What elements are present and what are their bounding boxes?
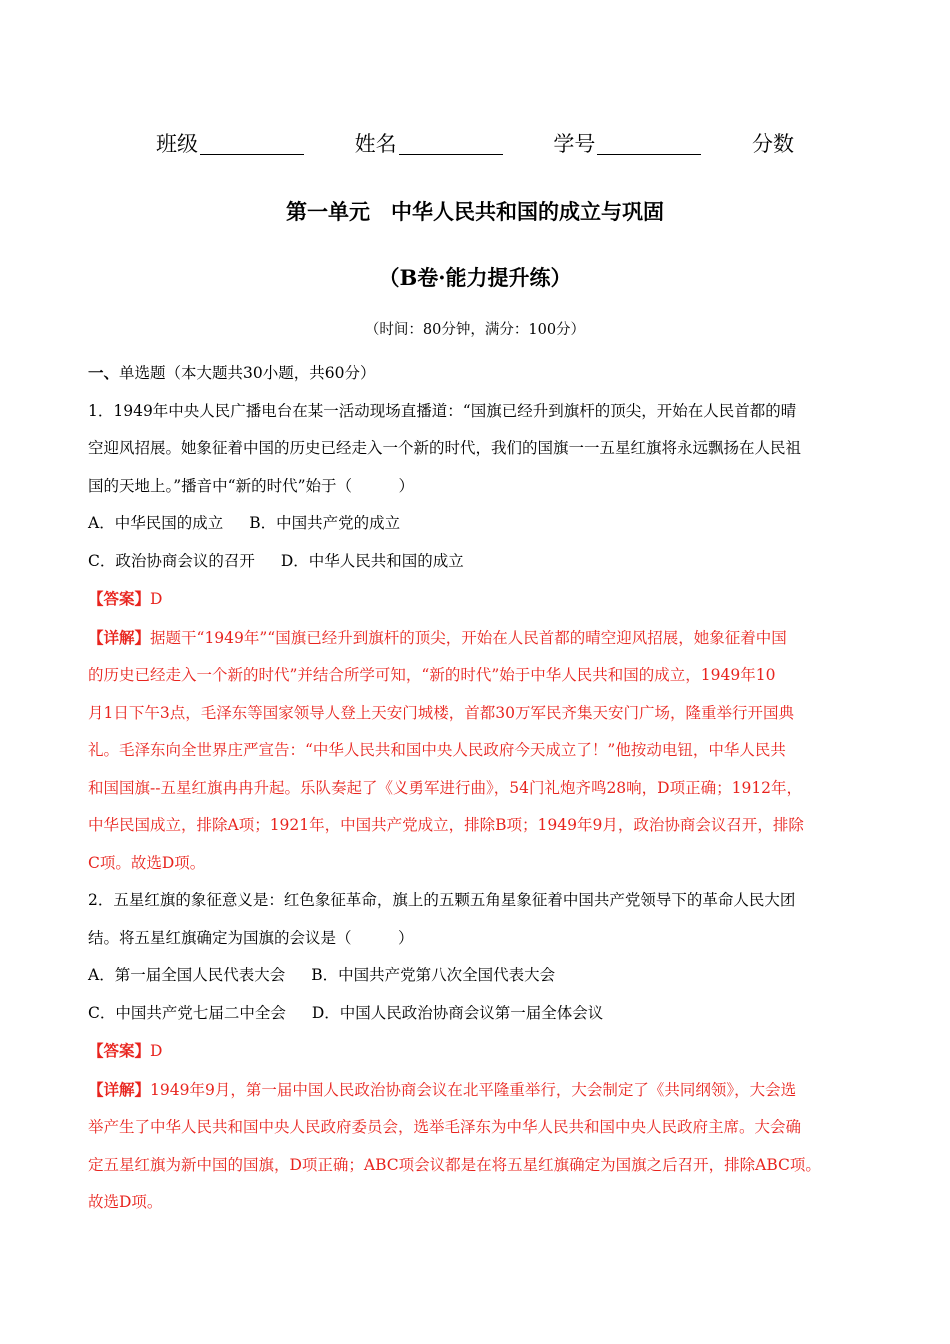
question-stem-line: 空迎风招展。她象征着中国的历史已经走入一个新的时代，我们的国旗一一五星红旗将永远飘扬在人民祖 [88, 439, 802, 457]
score-field: 分数 [752, 132, 795, 156]
detail-line: 【详解】据题干“1949年”“国旗已经升到旗杆的顶尖，开始在人民首都的晴空迎风招展，她象征着中国 [88, 627, 787, 647]
name-blank[interactable] [399, 132, 503, 155]
id-blank[interactable] [597, 132, 701, 155]
options-row [88, 543, 866, 581]
option-b[interactable]: B．中国共产党的成立 [249, 514, 401, 532]
id-field: 学号 [553, 128, 701, 158]
question-stem-line: 2．五星红旗的象征意义是：红色象征革命，旗上的五颗五角星象征着中国共产党领导下的革命人民大团 [88, 891, 796, 909]
option-c[interactable]: C．政治协商会议的召开 [88, 551, 255, 570]
detail-line: 中华民国成立，排除A项；1921年，中国共产党成立，排除B项；1949年9月，政治协商会议召开，排除 [88, 816, 804, 834]
detail-line: 举产生了中华人民共和国中央人民政府委员会，选举毛泽东为中华人民共和国中央人民政府主席。大会确 [88, 1118, 802, 1136]
detail-line: 的历史已经走入一个新的时代”并结合所学可知，“新的时代”始于中华人民共和国的成立，1949年10 [88, 666, 776, 684]
detail-line: 和国国旗--五星红旗冉冉升起。乐队奏起了《义勇军进行曲》，54门礼炮齐鸣28响，D项正确；1912年， [88, 778, 803, 797]
detail-line: 故选D项。 [88, 1193, 163, 1211]
question-content [88, 354, 866, 1222]
class-field: 班级 [156, 128, 304, 158]
answer-line [88, 580, 866, 619]
section-heading: 一、单选题（本大题共30小题，共60分） [88, 363, 376, 382]
detail-line: 定五星红旗为新中国的国旗，D项正确；ABC项会议都是在将五星红旗确定为国旗之后召开，排除ABC项。 [88, 1155, 821, 1174]
option-c[interactable]: C．中国共产党七届二中全会 [88, 1003, 286, 1022]
option-d[interactable]: D．中国人民政治协商会议第一届全体会议 [311, 1003, 604, 1022]
options-row [88, 957, 866, 995]
question-1 [88, 393, 866, 883]
answer-line [88, 1032, 866, 1071]
exam-meta: （时间：80分钟，满分：100分） [364, 322, 586, 338]
detail-line: C项。故选D项。 [88, 853, 206, 872]
detail-tag: 【详解】 [88, 627, 151, 647]
detail-line: 【详解】1949年9月，第一届中国人民政治协商会议在北平隆重举行，大会制定了《共同纲领》，大会选 [88, 1079, 797, 1099]
question-stem-line: 国的天地上。”播音中“新的时代”始于（ ） [88, 476, 415, 495]
options-row [88, 505, 866, 543]
name-field: 姓名 [355, 128, 503, 158]
detail-tag: 【详解】 [88, 1079, 151, 1099]
option-a[interactable]: A．中华民国的成立 [88, 514, 224, 532]
question-stem-line: 1．1949年中央人民广播电台在某一活动现场直播道：“国旗已经升到旗杆的顶尖，开始在人民首都的晴 [88, 401, 797, 420]
paper-subtitle: （B卷·能力提升练） [378, 265, 572, 290]
question-stem-line: 结。将五星红旗确定为国旗的会议是（ ） [88, 928, 414, 947]
option-d[interactable]: D．中华人民共和国的成立 [280, 551, 464, 570]
option-a[interactable]: A．第一届全国人民代表大会 [88, 966, 286, 984]
unit-title: 第一单元 中华人民共和国的成立与巩固 [286, 199, 664, 224]
detail-line: 礼。毛泽东向全世界庄严宣告：“中华人民共和国中央人民政府今天成立了！”他按动电钮，中华人民共 [88, 741, 786, 759]
question-2 [88, 882, 866, 1222]
answer-value: D [150, 1042, 163, 1060]
options-row [88, 995, 866, 1033]
answer-tag: 【答案】 [88, 1041, 151, 1060]
class-blank[interactable] [200, 132, 304, 155]
detail-line: 月1日下午3点，毛泽东等国家领导人登上天安门城楼，首都30万军民齐集天安门广场，隆重举行开国典 [88, 703, 794, 722]
answer-tag: 【答案】 [88, 589, 151, 608]
student-info-fields [0, 128, 950, 158]
option-b[interactable]: B．中国共产党第八次全国代表大会 [311, 966, 556, 984]
answer-value: D [150, 590, 163, 608]
